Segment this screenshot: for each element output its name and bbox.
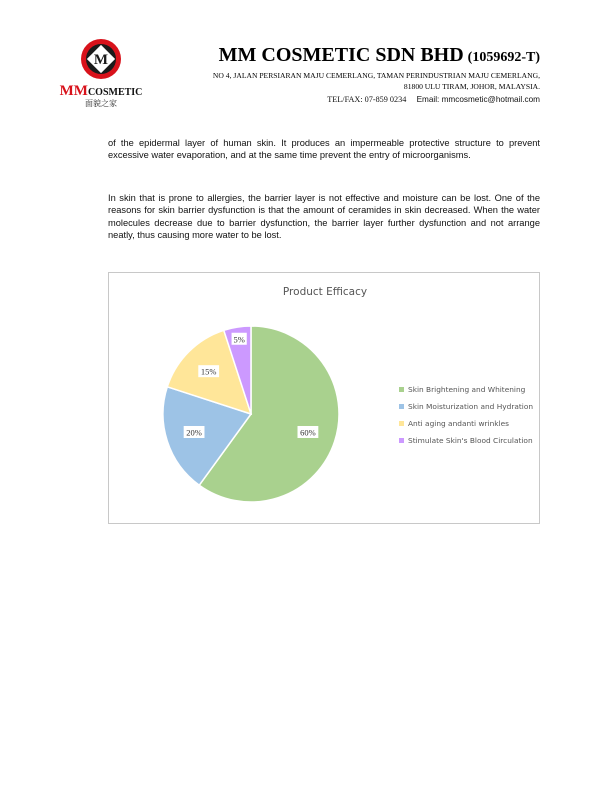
legend-swatch [399,421,404,426]
legend-item-moisturization [399,398,533,415]
legend-swatch [399,438,404,443]
logo-brand [55,83,147,99]
data-label-circulation [232,333,247,345]
logo-brand-cosmetic: COSMETIC [87,87,143,98]
body-paragraph-2: In skin that is prone to allergies, the barrier layer is not effective and moisture can be lost. One of the reasons for skin barrier dysfunction is that the amount of ceramides in skin decreased. When the water molecules decrease due to barrier dysfunction, the barrier layer further dysfunction and not arrange neatly, thus causing more water to be lost. [108,193,540,241]
legend-item-anti-aging [399,415,533,432]
legend-item-circulation [399,432,533,449]
legend-label: Skin Brightening and Whitening [408,385,526,394]
legend-swatch [399,404,404,409]
logo-mark-letter: M [93,52,109,68]
company-registration: (1059692-T) [467,50,540,65]
svg-text:20%: 20% [186,427,202,438]
svg-text:60%: 60% [300,427,316,438]
tel-fax: TEL/FAX: 07-859 0234 [327,95,407,104]
company-title [170,44,540,67]
data-label-moisturization [184,426,205,438]
address-line-1: NO 4, JALAN PERSIARAN MAJU CEMERLANG, TAMAN PERINDUSTRIAN MAJU CEMERLANG, [212,71,540,80]
svg-text:5%: 5% [233,334,245,345]
legend-label: Anti aging andanti wrinkles [408,419,510,428]
legend-label: Stimulate Skin's Blood Circulation [408,436,533,445]
logo-brand-chinese: 面貌之家 [85,99,117,108]
body-paragraph-1: of the epidermal layer of human skin. It produces an impermeable protective structure to prevent excessive water evaporation, and at the same time prevent the entry of microorganisms. [108,138,540,161]
contact-line [327,95,540,104]
company-logo [55,37,147,107]
legend-item-brightening [399,381,533,398]
legend-label: Skin Moisturization and Hydration [408,402,534,411]
logo-brand-mm: MM [59,83,88,99]
logo-mark-icon [79,37,123,81]
email-address: Email: mmcosmetic@hotmail.com [416,95,540,104]
product-efficacy-chart [108,272,540,524]
address-line-2: 81800 ULU TIRAM, JOHOR, MALAYSIA. [403,82,540,91]
company-name: MM COSMETIC SDN BHD [218,44,464,66]
svg-text:15%: 15% [200,366,217,377]
legend-swatch [399,387,404,392]
data-label-anti-aging [198,365,219,377]
chart-title: Product Efficacy [282,286,368,298]
chart-legend [399,381,533,449]
data-label-brightening [298,426,319,438]
